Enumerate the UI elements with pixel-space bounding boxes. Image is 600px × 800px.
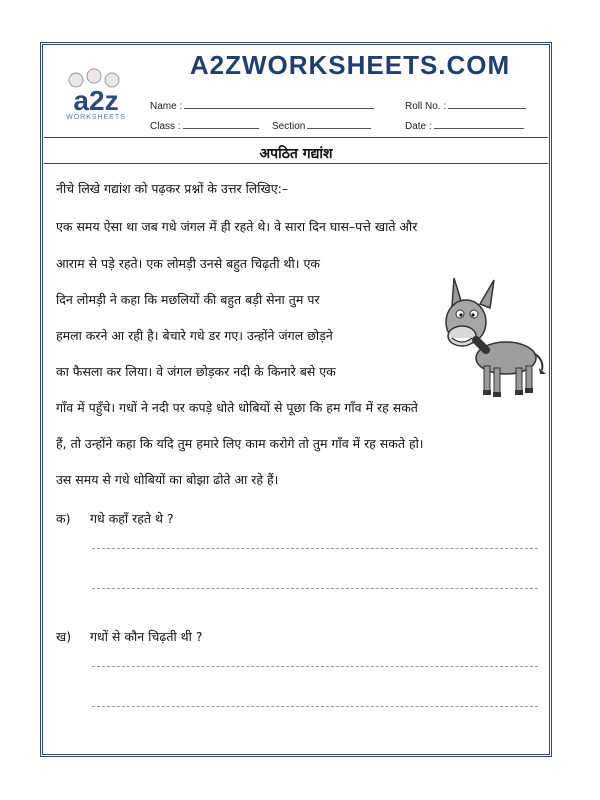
roll-label: Roll No. : [405, 101, 447, 112]
header-divider [44, 137, 548, 138]
a2z-logo-icon [54, 68, 138, 124]
worksheet-heading: अपठित गद्यांश [259, 146, 333, 162]
answer-line[interactable] [92, 588, 538, 589]
logo-text: a2z [73, 85, 119, 116]
answer-line[interactable] [92, 666, 538, 667]
date-field[interactable] [405, 119, 524, 132]
passage-line: गाँव में पहुँचे। गधों ने नदी पर कपड़े धोते धोबियों से पूछा कि हम गाँव में रह सकते [56, 400, 418, 415]
question-text: गधों से कौन चिढ़ती थी ? [90, 629, 203, 644]
section-field[interactable] [272, 119, 371, 132]
site-title: A2ZWORKSHEETS.COM [189, 50, 511, 80]
instruction: नीचे लिखे गद्यांश को पढ़कर प्रश्नों के उत्तर लिखिए:– [56, 181, 289, 196]
passage-line: एक समय ऐसा था जब गधे जंगल में ही रहते थे। वे सारा दिन घास–पत्ते खाते और [56, 219, 418, 234]
question-label: क) [56, 511, 71, 526]
donkey-icon [432, 270, 548, 398]
passage-line: का फैसला कर लिया। वे जंगल छोड़कर नदी के किनारे बसे एक [56, 364, 336, 379]
answer-line[interactable] [92, 706, 538, 707]
passage-line: उस समय से गधे धोबियों का बोझा ढोते आ रहे हैं। [56, 472, 279, 487]
question-label: ख) [56, 629, 72, 644]
passage-line: हमला करने आ रही है। बेचारे गधे डर गए। उन्होंने जंगल छोड़ने [56, 328, 333, 343]
section-label: Section [272, 121, 306, 132]
logo-subtext: WORKSHEETS [66, 114, 126, 121]
date-label: Date : [405, 121, 432, 132]
answer-line[interactable] [92, 548, 538, 549]
name-field[interactable] [150, 99, 374, 112]
passage-line: हैं, तो उन्होंने कहा कि यदि तुम हमारे लिए काम करोगे तो तुम गाँव में रह सकते हो। [56, 436, 424, 451]
class-label: Class : [150, 121, 181, 132]
class-field[interactable] [150, 119, 259, 132]
roll-field[interactable] [405, 99, 526, 112]
passage-line: दिन लोमड़ी ने कहा कि मछलियों की बहुत बड़ी सेना तुम पर [56, 292, 320, 307]
heading-divider [44, 163, 548, 164]
question-text: गधे कहाँ रहते थे ? [90, 511, 174, 526]
name-label: Name : [150, 101, 183, 112]
passage-line: आराम से पड़े रहते। एक लोमड़ी उनसे बहुत चिढ़ती थी। एक [56, 256, 320, 271]
